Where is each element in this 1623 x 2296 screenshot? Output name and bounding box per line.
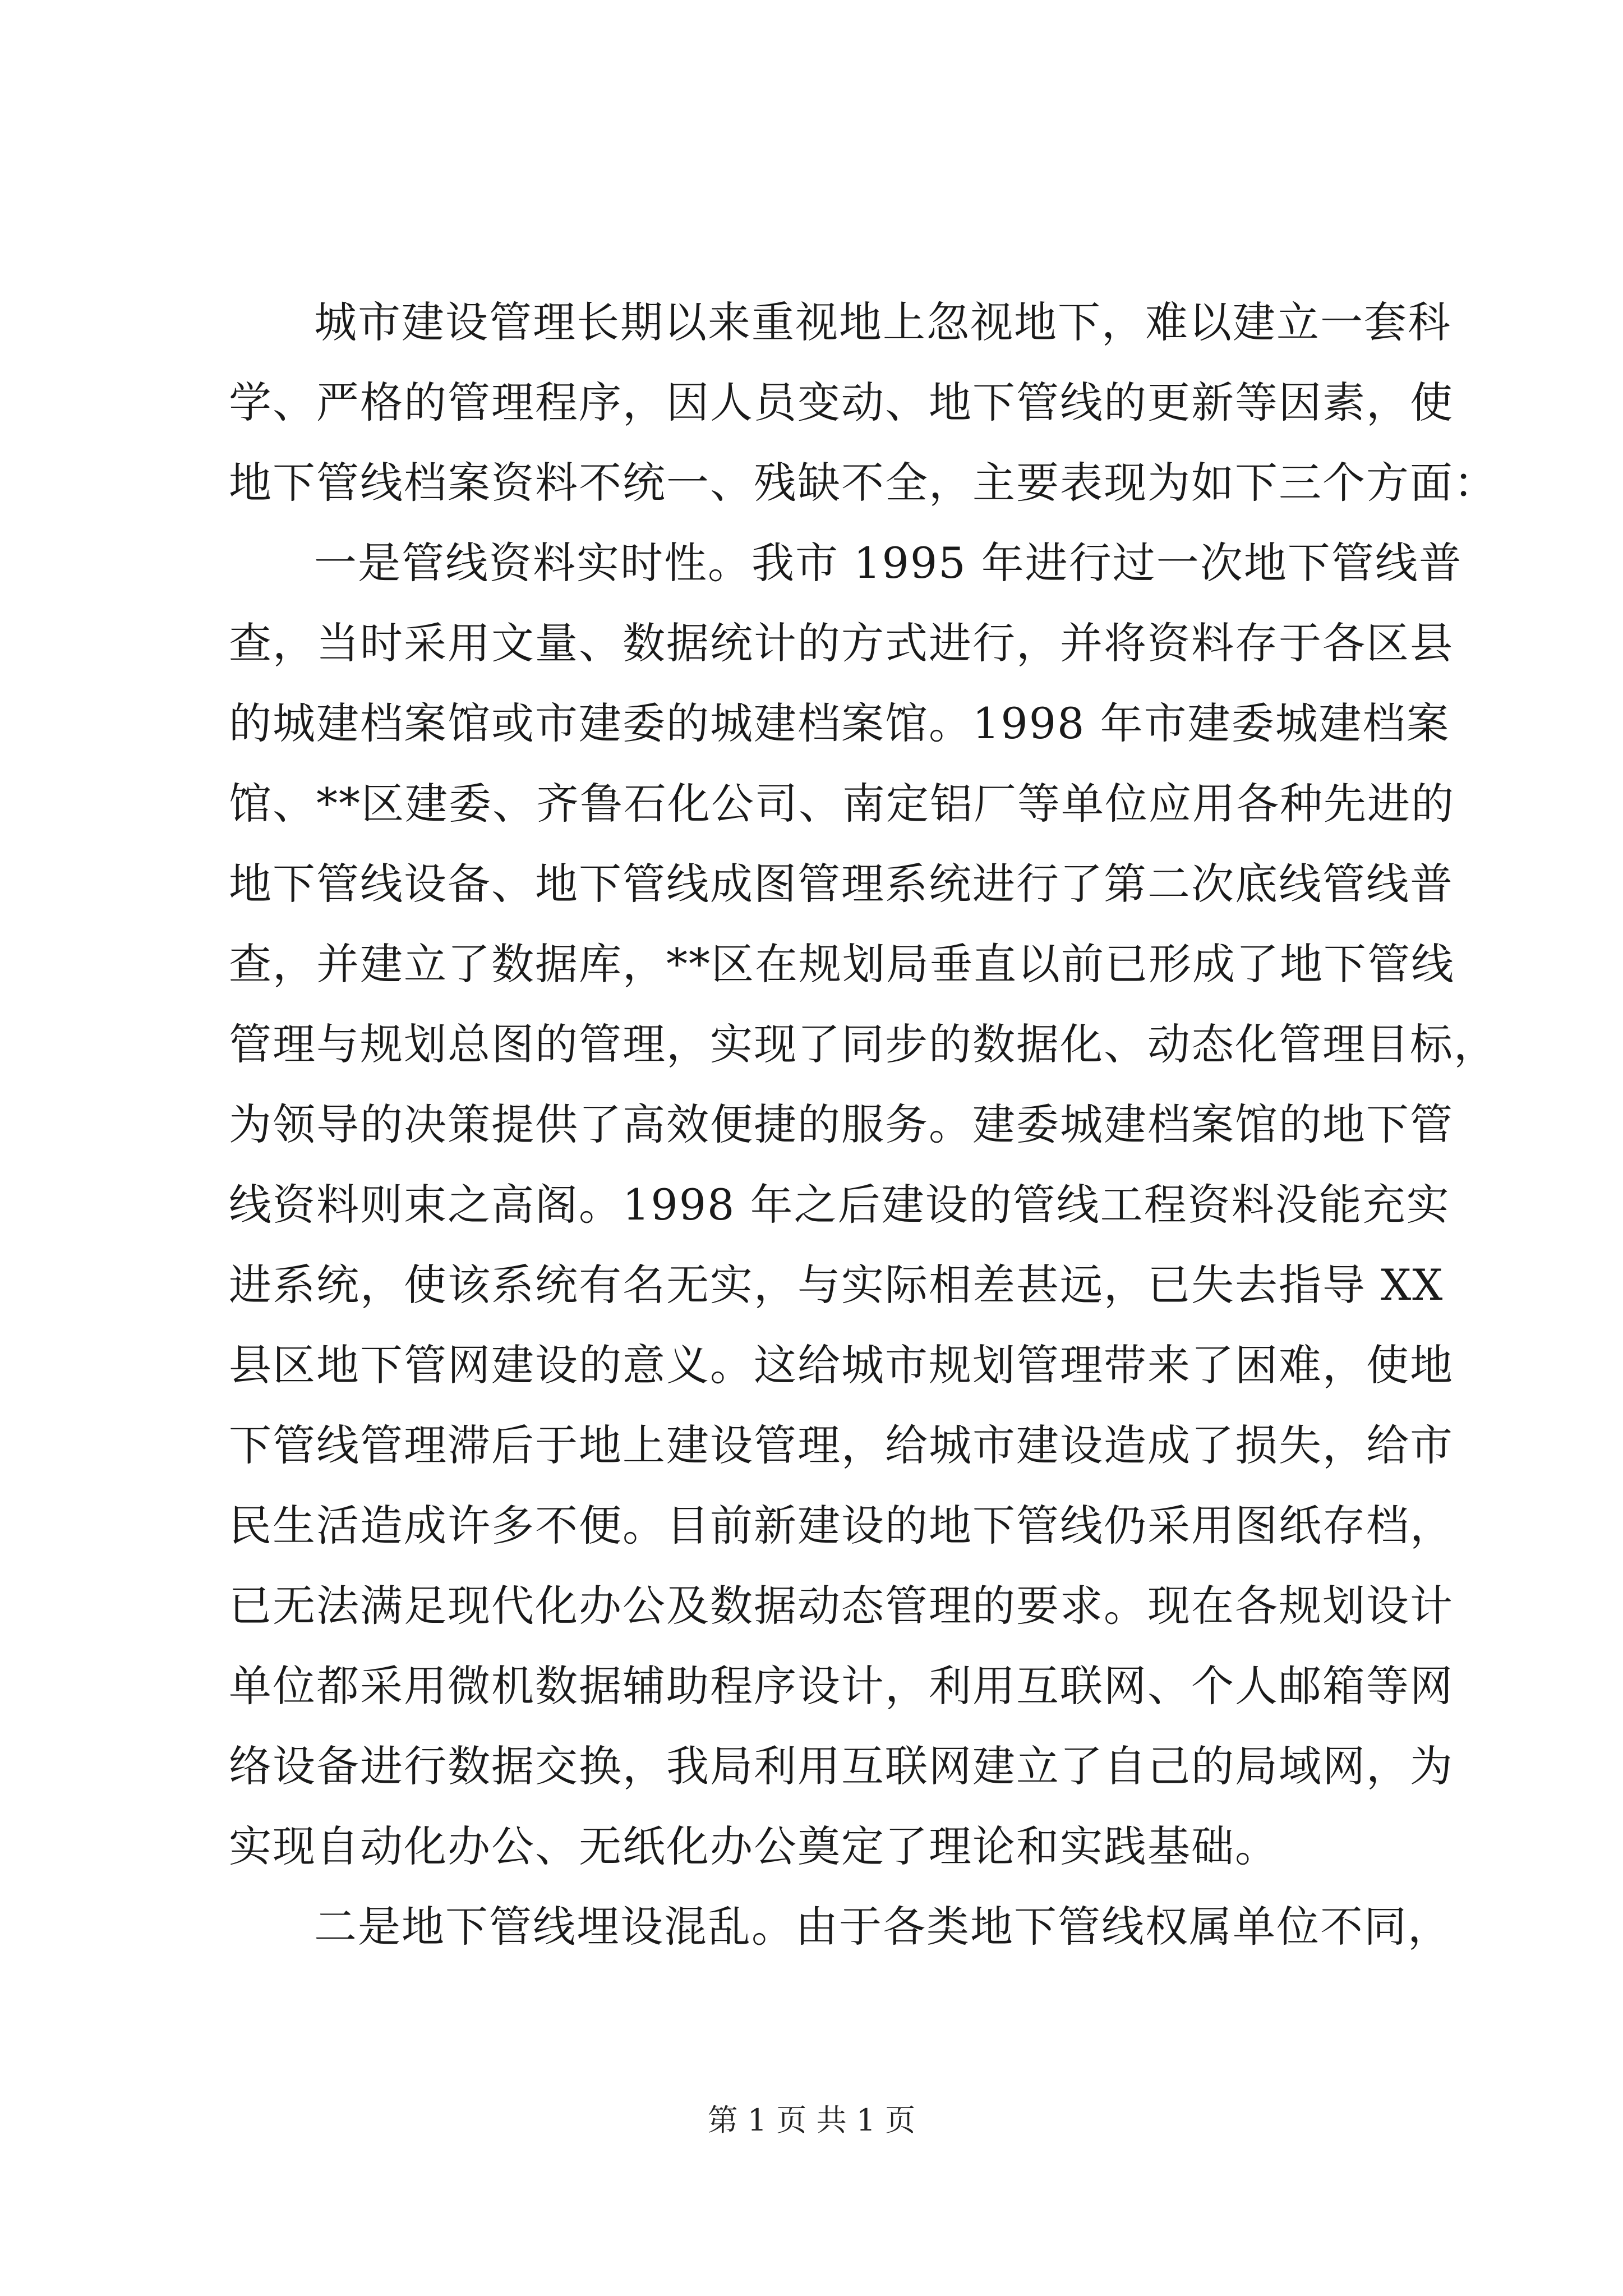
paragraph-line: 下管线管理滞后于地上建设管理，给城市建设造成了损失，给市 — [229, 1420, 1454, 1470]
paragraph-line: 实现自动化办公、无纸化办公奠定了理论和实践基础。 — [229, 1821, 1279, 1871]
paragraph-line: 查，并建立了数据库，**区在规划局垂直以前已形成了地下管线 — [229, 939, 1455, 989]
paragraph-line: 馆、**区建委、齐鲁石化公司、南定铝厂等单位应用各种先进的 — [229, 779, 1455, 829]
paragraph-line: 地下管线设备、地下管线成图管理系统进行了第二次底线管线普 — [229, 859, 1454, 909]
paragraph-line: 县区地下管网建设的意义。这给城市规划管理带来了困难，使地 — [229, 1340, 1454, 1390]
paragraph-line: 进系统，使该系统有名无实，与实际相差甚远，已失去指导 XX — [229, 1260, 1444, 1310]
paragraph-first-line: 城市建设管理长期以来重视地上忽视地下，难以建立一套科 — [314, 297, 1451, 347]
paragraph-line: 民生活造成许多不便。目前新建设的地下管线仍采用图纸存档， — [229, 1501, 1454, 1550]
paragraph-line: 单位都采用微机数据辅助程序设计，利用互联网、个人邮箱等网 — [229, 1661, 1454, 1711]
paragraph-line: 管理与规划总图的管理，实现了同步的数据化、动态化管理目标， — [229, 1019, 1497, 1069]
page-footer: 第 1 页 共 1 页 — [707, 2102, 916, 2138]
paragraph-line: 地下管线档案资料不统一、残缺不全，主要表现为如下三个方面： — [229, 458, 1497, 508]
paragraph-first-line: 一是管线资料实时性。我市 1995 年进行过一次地下管线普 — [314, 538, 1463, 588]
paragraph-line: 查，当时采用文量、数据统计的方式进行，并将资料存于各区县 — [229, 618, 1454, 668]
paragraph-first-line: 二是地下管线埋设混乱。由于各类地下管线权属单位不同， — [314, 1902, 1451, 1952]
paragraph-line: 为领导的决策提供了高效便捷的服务。建委城建档案馆的地下管 — [229, 1099, 1454, 1149]
paragraph-line: 线资料则束之高阁。1998 年之后建设的管线工程资料没能充实 — [229, 1180, 1450, 1230]
paragraph-line: 学、严格的管理程序，因人员变动、地下管线的更新等因素，使 — [229, 378, 1454, 427]
paragraph-line: 的城建档案馆或市建委的城建档案馆。1998 年市建委城建档案 — [229, 698, 1450, 748]
paragraph-line: 已无法满足现代化办公及数据动态管理的要求。现在各规划设计 — [229, 1581, 1454, 1631]
paragraph-line: 络设备进行数据交换，我局利用互联网建立了自己的局域网，为 — [229, 1741, 1454, 1791]
